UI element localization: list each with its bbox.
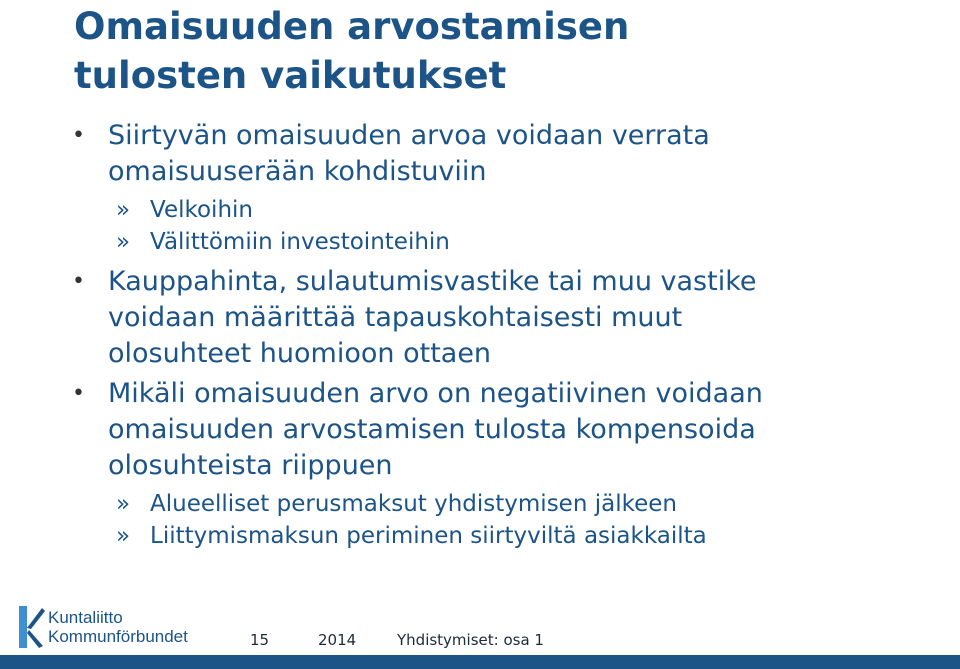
bullet-item-3 — [0, 376, 908, 484]
bullet-2-line-3: olosuhteet huomioon ottaen — [108, 338, 492, 369]
bullet-1-line-2: omaisuuserään kohdistuviin — [108, 156, 487, 187]
footer-bar — [0, 655, 960, 669]
sub-bullet-text: Alueelliset perusmaksut yhdistymisen jälkeen — [150, 491, 677, 517]
sub-bullet-text: Liittymismaksun periminen siirtyviltä asiakkailta — [150, 523, 707, 549]
sub-bullet-1-1 — [0, 194, 940, 226]
slide-title — [74, 2, 934, 100]
bullet-2-line-2: voidaan määrittää tapauskohtaisesti muut — [108, 302, 683, 333]
logo-line-1: Kuntaliitto — [48, 608, 123, 627]
logo-line-2: Kommunförbundet — [48, 627, 188, 646]
title-line-2: tulosten vaikutukset — [74, 54, 507, 97]
logo-wordmark — [48, 608, 188, 646]
bullet-2-line-1: Kauppahinta, sulautumisvastike tai muu vastike — [108, 266, 757, 297]
title-line-1: Omaisuuden arvostamisen — [74, 5, 630, 48]
sub-bullet-text: Velkoihin — [150, 197, 253, 223]
sub-bullet-marker: » — [116, 229, 131, 255]
sub-bullet-marker: » — [116, 197, 131, 223]
bullet-3-line-3: olosuhteista riippuen — [108, 450, 393, 481]
bullet-dot: • — [72, 381, 85, 406]
bullet-item-2 — [0, 264, 908, 372]
sub-bullet-3-2 — [0, 520, 940, 552]
page-number: 15 — [250, 631, 270, 649]
kuntaliitto-logo — [16, 604, 216, 654]
sub-bullet-marker: » — [116, 491, 131, 517]
bullet-dot: • — [72, 123, 85, 148]
bullet-list — [0, 118, 960, 552]
sub-bullet-1-2 — [0, 226, 940, 258]
sub-bullet-marker: » — [116, 523, 131, 549]
footer-year: 2014 — [318, 631, 357, 649]
sub-bullet-text: Välittömiin investointeihin — [150, 229, 450, 255]
bullet-3-line-2: omaisuuden arvostamisen tulosta kompensoida — [108, 414, 756, 445]
bullet-item-1 — [0, 118, 908, 190]
bullet-3-line-1: Mikäli omaisuuden arvo on negatiivinen voidaan — [108, 378, 763, 409]
bullet-1-line-1: Siirtyvän omaisuuden arvoa voidaan verrata — [108, 120, 710, 151]
footer-topic: Yhdistymiset: osa 1 — [397, 631, 544, 649]
sub-bullet-3-1 — [0, 488, 940, 520]
bullet-dot: • — [72, 269, 85, 294]
kuntaliitto-k-logo-icon — [16, 604, 46, 650]
